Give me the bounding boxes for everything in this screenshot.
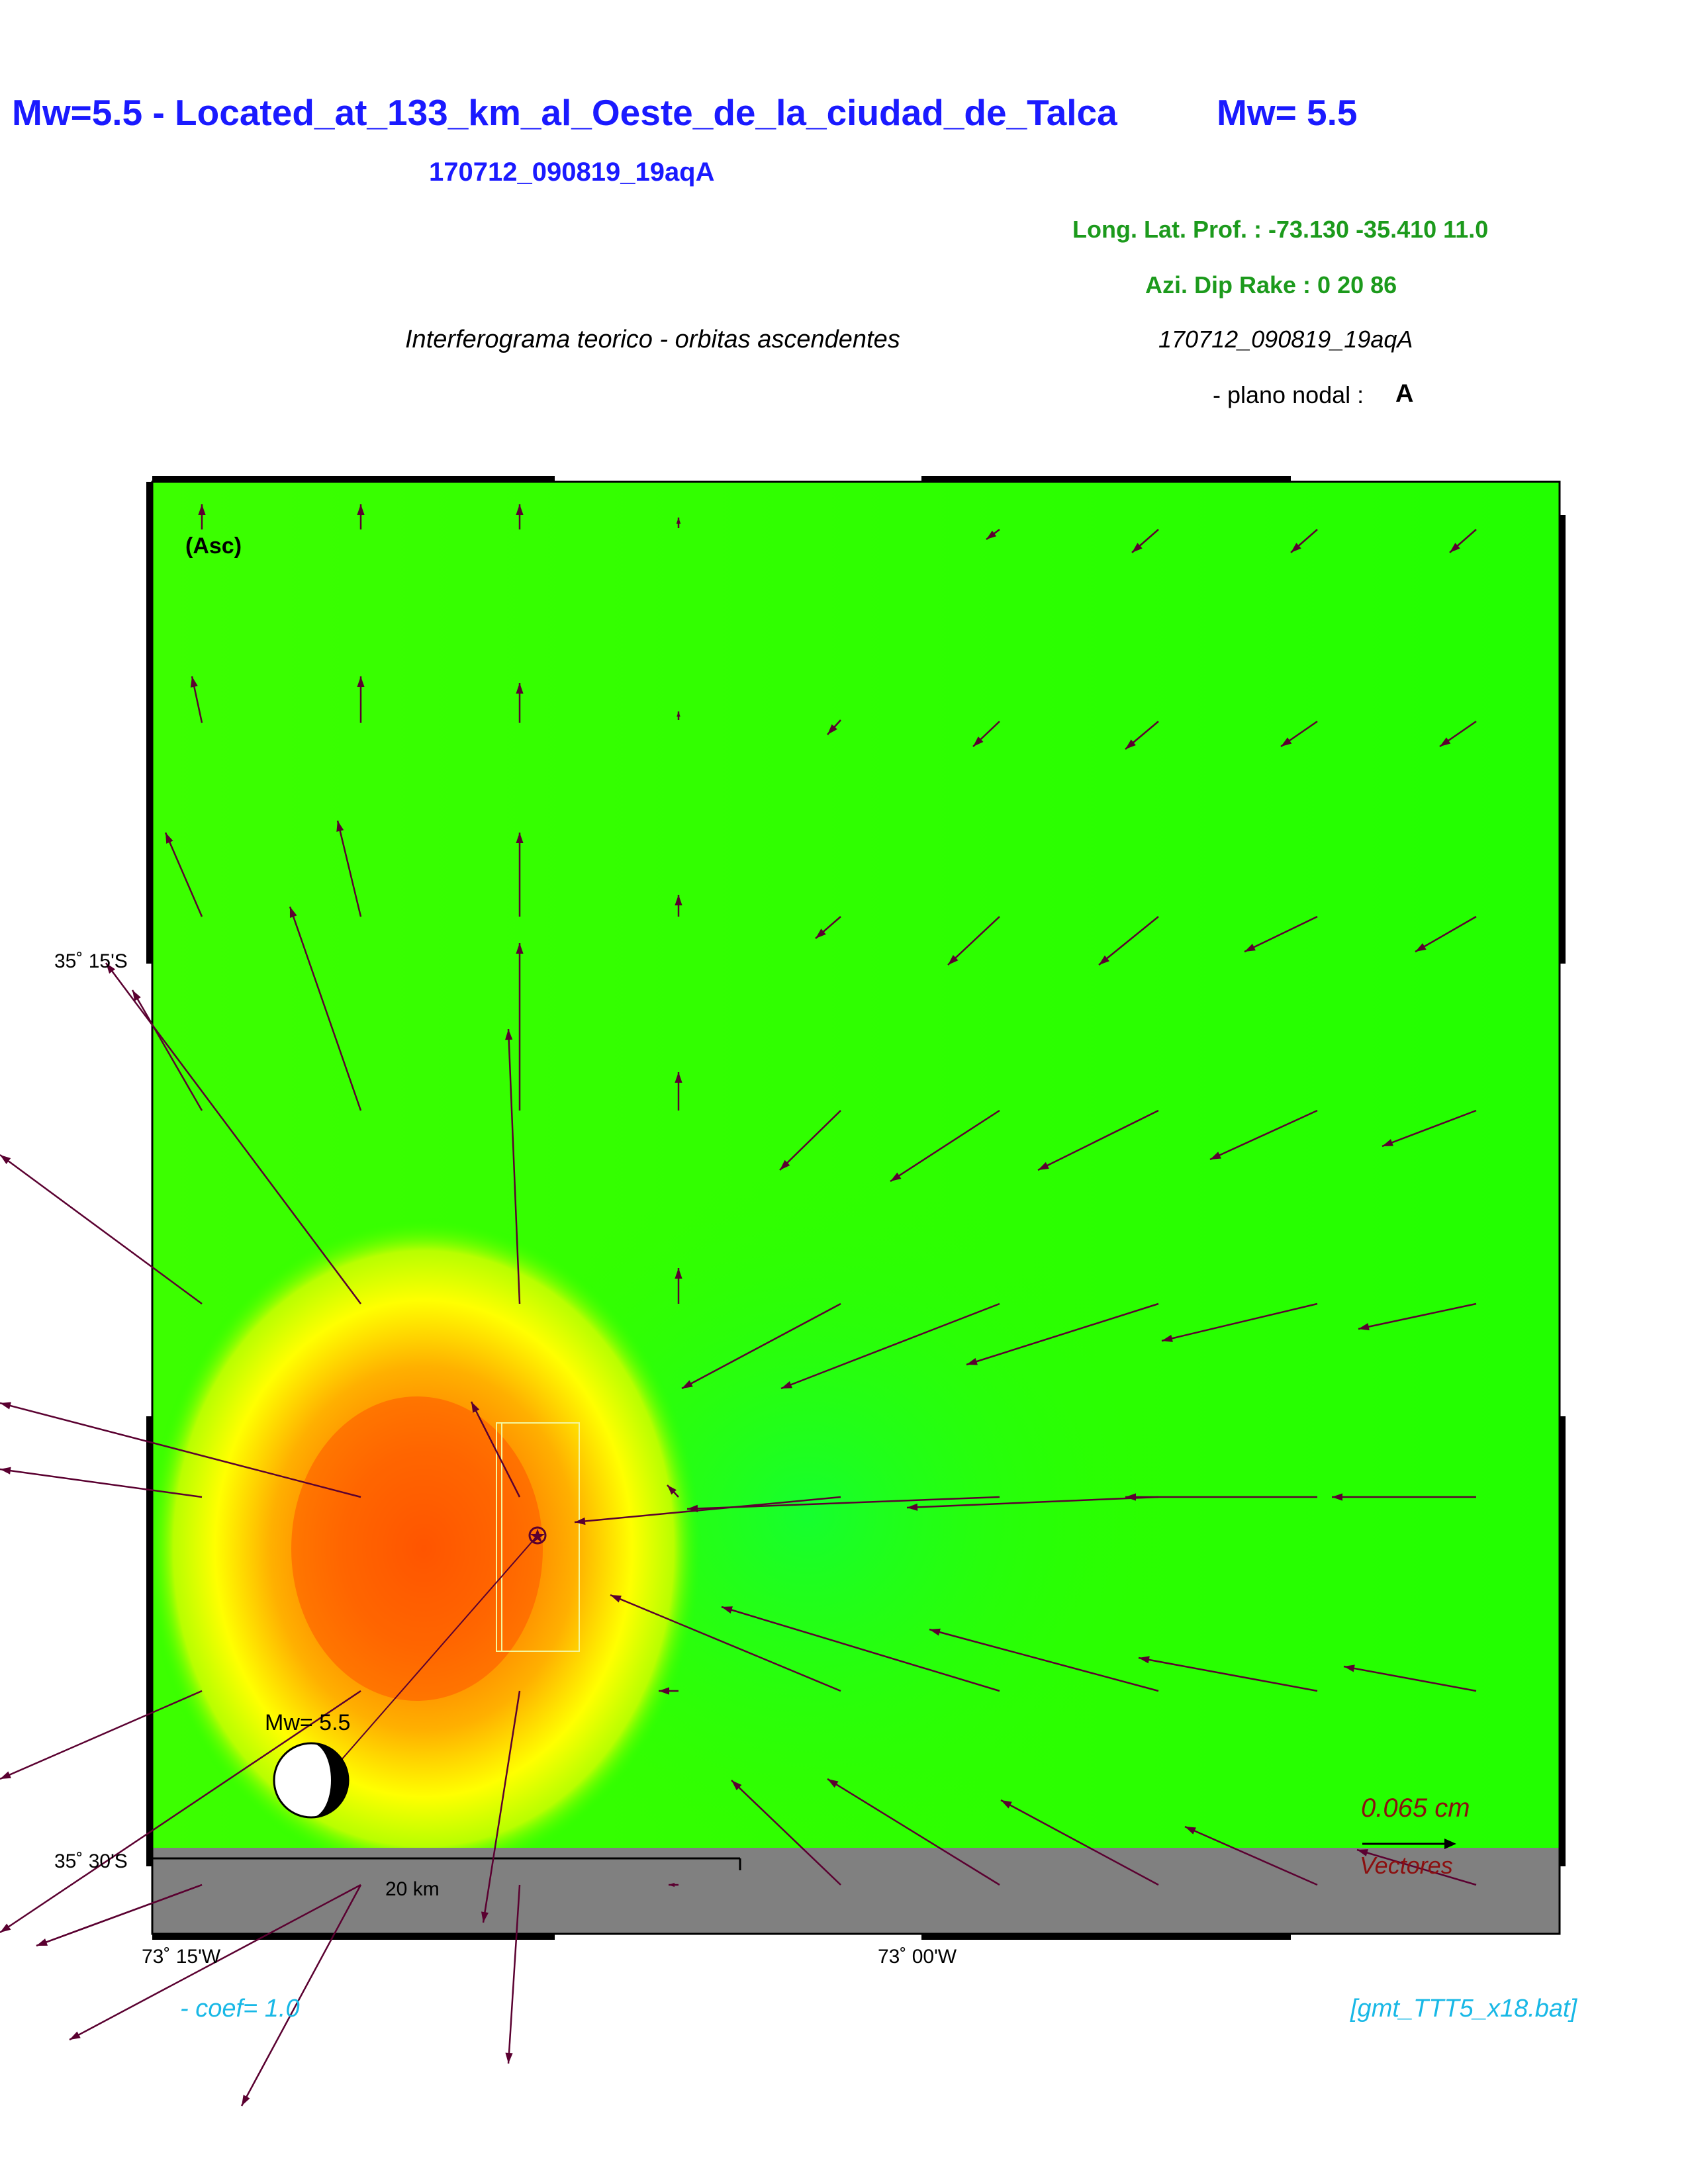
mechanism-line: Azi. Dip Rake : 0 20 86 [1145,271,1397,298]
lat-label-south: 35˚ 30'S [54,1850,128,1872]
vector-arrowhead [242,2095,250,2106]
vector-scale-label: Vectores [1360,1852,1453,1879]
nodal-plane-value: A [1395,380,1414,408]
vector-arrowhead [0,1467,11,1475]
map-title: Mw=5.5 - Located_at_133_km_al_Oeste_de_la_ciudad_de_Talca [12,92,1117,133]
beachball-label: Mw= 5.5 [265,1710,351,1735]
nodal-plane-label: - plano nodal : [1213,381,1364,408]
lon-label-west: 73˚ 15'W [142,1946,221,1968]
vector-arrowhead [36,1938,48,1946]
lat-label-north: 35˚ 15'S [54,950,128,972]
deformation-core [291,1396,543,1701]
lon-label-east: 73˚ 00'W [878,1946,957,1968]
vector-arrowhead [0,1155,11,1164]
event-id-right: 170712_090819_19aqA [1158,326,1413,353]
location-line: Long. Lat. Prof. : -73.130 -35.410 11.0 [1072,216,1489,243]
interferogram-label: Interferograma teorico - orbitas ascendentes [405,326,900,353]
beachball-icon [274,1743,348,1817]
coef-label: - coef= 1.0 [180,1995,300,2023]
vector-scale-value: 0.065 cm [1361,1794,1470,1823]
event-id: 170712_090819_19aqA [429,158,715,187]
vector-arrowhead [505,2053,512,2064]
vector-arrowhead [0,1771,11,1779]
scale-bar-label: 20 km [385,1878,440,1900]
vector-arrowhead [70,2032,81,2040]
script-name: [gmt_TTT5_x18.bat] [1350,1995,1577,2023]
orbit-label: (Asc) [185,533,242,559]
vector-arrowhead [0,1402,11,1410]
vector-arrowhead [0,1923,11,1933]
magnitude-title: Mw= 5.5 [1217,92,1358,133]
mask-area [152,1848,1560,1934]
